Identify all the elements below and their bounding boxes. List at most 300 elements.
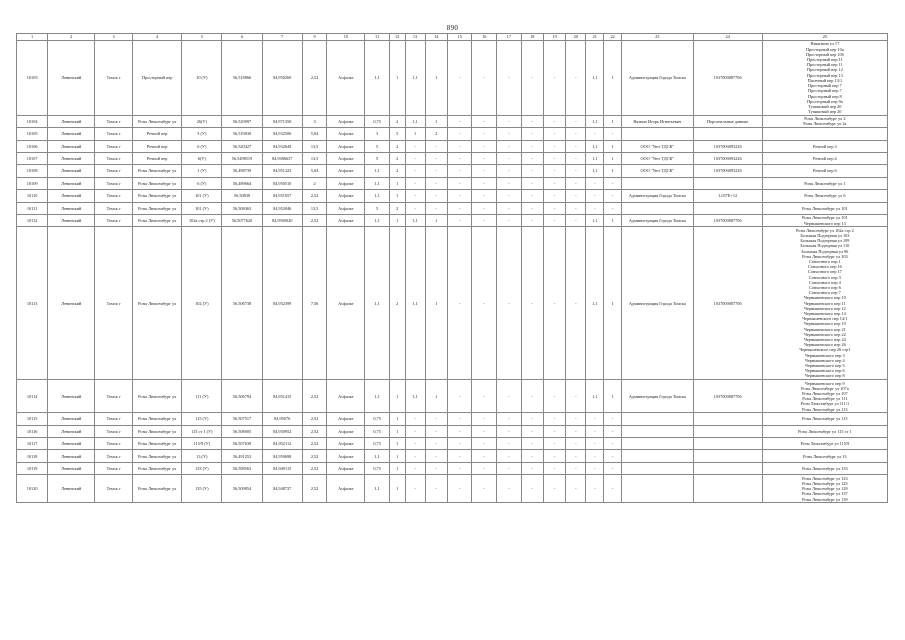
table-cell: - — [543, 41, 565, 116]
address-line: Большая Подгорная ул 96 — [801, 248, 849, 254]
table-cell: 26(У) — [182, 115, 222, 127]
table-cell: - — [604, 413, 622, 425]
table-cell: 56,50838 — [222, 190, 262, 202]
table-cell: 13 (У) — [182, 450, 222, 462]
table-row — [17, 380, 888, 413]
table-cell: 1 — [389, 41, 405, 116]
table-cell: 56,5077620 — [222, 214, 262, 226]
table-cell: - — [521, 462, 543, 474]
table-cell: - — [543, 462, 565, 474]
table-cell: - — [425, 165, 447, 177]
table-cell: 84,948737 — [262, 475, 302, 503]
table-cell: 0,75 — [365, 413, 390, 425]
table-cell: 3 (У) — [182, 128, 222, 140]
table-cell: - — [405, 177, 425, 189]
table-cell: - — [472, 165, 497, 177]
table-cell: 1 — [604, 214, 622, 226]
table-cell — [622, 438, 693, 450]
table-cell: 84,950260 — [262, 41, 302, 116]
table-cell: 0,75 — [365, 115, 390, 127]
table-cell: - — [566, 413, 586, 425]
table-cell: 3 — [302, 115, 327, 127]
table-cell: 6(У) — [182, 152, 222, 164]
table-cell: - — [497, 140, 522, 152]
column-header: 15 — [447, 34, 472, 41]
table-cell: 115 (У) — [182, 413, 222, 425]
table-cell: - — [586, 128, 604, 140]
address-line: Розы Люксембург ул 101 — [802, 205, 848, 211]
table-row — [17, 413, 888, 425]
table-cell: 2,52 — [302, 462, 327, 474]
table-cell: - — [447, 425, 472, 437]
address-line: Розы Люксембург ул 6 — [804, 193, 846, 199]
table-cell: 2 — [302, 177, 327, 189]
address-line: Чернышевского пер 14 — [803, 311, 846, 317]
address-line: Чернышевского пер 3 — [805, 352, 845, 358]
table-cell: 56,5498519 — [222, 152, 262, 164]
column-header: 22 — [604, 34, 622, 41]
table-cell: 1037000093226 — [693, 140, 762, 152]
table-cell: - — [497, 438, 522, 450]
table-cell: 2 — [389, 115, 405, 127]
address-line: Розы Люксембург ул 123 — [802, 475, 848, 481]
column-header: 9 — [302, 34, 327, 41]
column-header: 14 — [425, 34, 447, 41]
table-cell: Администрация Города Томска — [622, 41, 693, 116]
table-cell: Ленинский — [48, 165, 95, 177]
table-cell: 1,1 — [586, 41, 604, 116]
table-row — [17, 152, 888, 164]
table-cell: - — [405, 190, 425, 202]
table-cell: Асфальт — [327, 177, 365, 189]
table-cell: - — [543, 227, 565, 380]
table-cell: 1,1 — [586, 165, 604, 177]
table-cell: 111 (У) — [182, 380, 222, 413]
table-cell: 1 — [389, 214, 405, 226]
table-cell: - — [521, 41, 543, 116]
address-line: Чернышевского пер 8 — [805, 373, 845, 379]
table-cell: - — [586, 413, 604, 425]
table-cell: 1,1 — [586, 214, 604, 226]
table-cell: 101 (У) — [182, 190, 222, 202]
table-cell: 56,529097 — [222, 115, 262, 127]
address-line: Розы Люксембург ул 113 — [802, 406, 848, 412]
table-row — [17, 475, 888, 503]
table-cell: 1,1 — [365, 450, 390, 462]
table-cell: 1 — [389, 450, 405, 462]
table-cell: 10105 — [17, 128, 48, 140]
table-cell: Асфальт — [327, 115, 365, 127]
table-cell: - — [566, 128, 586, 140]
table-cell: - — [405, 425, 425, 437]
address-line: Розы Люксембург ул 1 — [804, 180, 846, 186]
table-cell: 10110 — [17, 190, 48, 202]
table-cell: - — [521, 438, 543, 450]
table-cell: 84,932649 — [262, 140, 302, 152]
table-cell: - — [425, 413, 447, 425]
table-cell: Томск г — [95, 152, 133, 164]
table-row — [17, 438, 888, 450]
address-line: Тупиковый пер 20 — [808, 109, 842, 115]
address-line: Розы Люксембург ул 115 — [802, 416, 848, 422]
table-cell: Томск г — [95, 202, 133, 214]
table-cell: 84,95076 — [262, 413, 302, 425]
table-cell: Асфальт — [327, 165, 365, 177]
column-header: 21 — [586, 34, 604, 41]
table-cell: 1037000087706 — [693, 227, 762, 380]
address-line: Розы Люксембург ул 101 — [802, 215, 848, 221]
table-cell: - — [405, 462, 425, 474]
table-cell: Персональные данные — [693, 115, 762, 127]
table-cell: Томск г — [95, 380, 133, 413]
address-line: Чернышевского пер 26 стр1 — [799, 347, 851, 353]
table-cell: Асфальт — [327, 450, 365, 462]
table-cell: 0,75 — [365, 425, 390, 437]
table-cell: Вяткин Игорь Игнатьевич — [622, 115, 693, 127]
table-cell — [622, 462, 693, 474]
table-cell: Асфальт — [327, 227, 365, 380]
table-cell: 5 — [389, 128, 405, 140]
table-cell: 1 — [604, 41, 622, 116]
table-cell — [693, 177, 762, 189]
table-row — [17, 214, 888, 226]
address-line: Совхозного пер 1 — [808, 258, 841, 264]
table-cell: - — [405, 140, 425, 152]
table-cell: - — [586, 202, 604, 214]
table-cell: - — [604, 450, 622, 462]
table-cell: 1 — [604, 115, 622, 127]
table-cell: Ленинский — [48, 475, 95, 503]
table-cell: 84,932506 — [262, 128, 302, 140]
address-line: Чернышевского пер 11 — [804, 300, 846, 306]
table-cell — [622, 202, 693, 214]
table-cell: Асфальт — [327, 152, 365, 164]
table-cell: 1 — [425, 115, 447, 127]
table-cell: - — [447, 438, 472, 450]
table-cell: Розы Люксембург ул — [133, 475, 182, 503]
table-cell: Томск г — [95, 425, 133, 437]
address-line: Чернышевского пер 19 — [803, 321, 846, 327]
table-cell — [693, 475, 762, 503]
table-cell: Томск г — [95, 128, 133, 140]
table-cell: - — [521, 214, 543, 226]
column-header: 3 — [95, 34, 133, 41]
address-list-cell — [762, 177, 887, 189]
table-cell: Розы Люксембург ул — [133, 227, 182, 380]
table-row — [17, 41, 888, 116]
table-cell: - — [447, 450, 472, 462]
table-cell — [622, 177, 693, 189]
table-cell: - — [425, 462, 447, 474]
table-cell: 56,519030 — [222, 128, 262, 140]
table-cell: 1037000087706 — [693, 214, 762, 226]
table-cell: 102 (У) — [182, 227, 222, 380]
table-cell: 2,52 — [302, 438, 327, 450]
column-header: 7 — [262, 34, 302, 41]
address-line: Речной пер 4 — [813, 156, 837, 162]
table-cell: 84,950698 — [262, 450, 302, 462]
table-cell: - — [497, 380, 522, 413]
address-line: Просторный пер 10б — [805, 51, 844, 57]
table-cell: - — [472, 227, 497, 380]
table-cell: - — [447, 202, 472, 214]
table-cell: 1,1 — [365, 177, 390, 189]
address-list-cell — [762, 450, 887, 462]
address-list-cell — [762, 214, 887, 226]
table-cell: Томск г — [95, 438, 133, 450]
table-cell: Асфальт — [327, 425, 365, 437]
table-cell: - — [566, 152, 586, 164]
table-cell: - — [586, 190, 604, 202]
table-cell: 10113 — [17, 227, 48, 380]
column-header: 18 — [521, 34, 543, 41]
table-cell: - — [566, 425, 586, 437]
address-line: Просторный пер 13 — [806, 72, 843, 78]
table-cell: 5,04 — [302, 128, 327, 140]
page-number: 890 — [446, 24, 459, 32]
table-cell: - — [521, 177, 543, 189]
table-cell: 1,1 — [365, 380, 390, 413]
table-cell: Асфальт — [327, 380, 365, 413]
table-cell — [622, 450, 693, 462]
address-list-cell — [762, 380, 887, 413]
table-cell: - — [497, 450, 522, 462]
table-cell: 5 — [365, 152, 390, 164]
table-cell: - — [405, 202, 425, 214]
address-list-cell — [762, 140, 887, 152]
table-row — [17, 450, 888, 462]
table-cell: Администрация Города Томска — [622, 214, 693, 226]
table-cell: 10104 — [17, 115, 48, 127]
table-cell: Асфальт — [327, 413, 365, 425]
table-cell: 1 — [389, 425, 405, 437]
address-line: Чернышевского пер 26 — [803, 342, 846, 348]
table-cell: 1,1 — [405, 227, 425, 380]
address-line: Розы Люксембург ул 107 — [802, 391, 848, 396]
table-cell: - — [425, 450, 447, 462]
table-cell: 56,506738 — [222, 227, 262, 380]
table-cell: - — [566, 115, 586, 127]
table-row — [17, 202, 888, 214]
table-cell: Розы Люксембург ул — [133, 380, 182, 413]
table-cell: 115/9 (У) — [182, 438, 222, 450]
table-cell: 5,04 — [302, 165, 327, 177]
registry-table — [16, 33, 888, 503]
table-cell: 1,1 — [405, 41, 425, 116]
column-header: 2 — [48, 34, 95, 41]
column-header: 13 — [405, 34, 425, 41]
column-header: 11 — [365, 34, 390, 41]
table-cell: - — [497, 190, 522, 202]
table-cell: - — [497, 202, 522, 214]
address-line: Розы Люксембург ул 103 — [802, 253, 848, 259]
table-cell: Ленинский — [48, 214, 95, 226]
table-cell: Ленинский — [48, 177, 95, 189]
address-line: Совхозного пер 6 — [808, 285, 841, 290]
column-header: 4 — [133, 34, 182, 41]
column-header: 10 — [327, 34, 365, 41]
table-cell: 1 — [425, 214, 447, 226]
address-list-cell — [762, 227, 887, 380]
address-line: Просторный пер 11 — [807, 62, 843, 68]
address-line: Розы Люксембург ул 111/1 — [800, 401, 850, 407]
table-cell: 1,1 — [586, 152, 604, 164]
table-cell: Розы Люксембург ул — [133, 190, 182, 202]
table-cell: - — [566, 140, 586, 152]
table-cell: 10109 — [17, 177, 48, 189]
table-cell: 1,1 — [405, 115, 425, 127]
address-line: Большая Подгорная ул 109 — [800, 238, 850, 244]
table-cell: 84,952399 — [262, 227, 302, 380]
address-line: Чернышевского пер 9 — [805, 380, 845, 386]
table-cell: Ленинский — [48, 202, 95, 214]
table-cell: - — [586, 177, 604, 189]
address-line: Просторный пер 9а — [807, 98, 843, 104]
address-line: Никитина ул 17 — [810, 41, 840, 47]
table-cell: 1,1 — [586, 380, 604, 413]
table-cell: - — [543, 165, 565, 177]
table-cell: - — [497, 41, 522, 116]
table-cell: - — [566, 202, 586, 214]
address-line: Розы Люксембург ул 111 — [802, 396, 848, 402]
table-cell: - — [472, 140, 497, 152]
table-cell: - — [521, 227, 543, 380]
table-cell: 1 — [389, 177, 405, 189]
table-cell: Ленинский — [48, 438, 95, 450]
table-cell: - — [425, 475, 447, 503]
table-cell: 2,52 — [302, 41, 327, 116]
table-cell: Розы Люксембург ул — [133, 450, 182, 462]
column-header: 25 — [762, 34, 887, 41]
table-cell: - — [405, 475, 425, 503]
table-cell: 1,1 — [405, 380, 425, 413]
column-header: 6 — [222, 34, 262, 41]
table-cell: 13,5 — [302, 202, 327, 214]
table-cell: 56,520427 — [222, 140, 262, 152]
table-cell: - — [604, 128, 622, 140]
address-line: Совхозного пер 4 — [808, 279, 841, 285]
table-cell: 84,971350 — [262, 115, 302, 127]
column-header: 23 — [622, 34, 693, 41]
table-cell: - — [543, 190, 565, 202]
table-cell: - — [447, 128, 472, 140]
table-cell: 2 — [389, 227, 405, 380]
table-cell: 1 — [425, 227, 447, 380]
table-cell: 6 (У) — [182, 140, 222, 152]
table-cell: Ленинский — [48, 462, 95, 474]
table-cell: - — [566, 438, 586, 450]
table-cell: 1 — [604, 380, 622, 413]
table-cell: 56,518866 — [222, 41, 262, 116]
table-cell: 2,52 — [302, 450, 327, 462]
table-cell: Томск г — [95, 165, 133, 177]
address-list-cell — [762, 190, 887, 202]
table-cell — [693, 462, 762, 474]
table-cell: 56,491252 — [222, 450, 262, 462]
table-cell: - — [521, 425, 543, 437]
table-cell: 2,52 — [302, 190, 327, 202]
address-line: Чернышевского пер 22 — [803, 331, 846, 337]
table-cell: - — [472, 190, 497, 202]
address-line: Просторный пер 7 — [808, 88, 842, 94]
table-cell: 2,52 — [302, 413, 327, 425]
table-cell: 10115 — [17, 413, 48, 425]
table-row — [17, 165, 888, 177]
address-line: Просторный пер 12 — [806, 67, 843, 73]
table-cell: 56,508005 — [222, 425, 262, 437]
table-cell: - — [521, 152, 543, 164]
table-cell: 1037000093226 — [693, 165, 762, 177]
address-line: Чернышевского пер 4 — [805, 357, 845, 363]
address-line: Чернышевского пер 12 — [803, 305, 846, 311]
table-cell: - — [586, 438, 604, 450]
table-cell: ООО "Уют ТДСК" — [622, 140, 693, 152]
column-header: 12 — [389, 34, 405, 41]
table-cell: 10114 — [17, 380, 48, 413]
table-cell: 84,950510 — [262, 177, 302, 189]
table-cell: 84,951057 — [262, 190, 302, 202]
table-cell: Администрация Города Томска — [622, 227, 693, 380]
table-cell: 13,5 — [302, 152, 327, 164]
table-cell: 1037000087706 — [693, 41, 762, 116]
table-cell: 13,5 — [302, 140, 327, 152]
table-row — [17, 462, 888, 474]
table-cell: 1,1 — [405, 214, 425, 226]
table-cell: 1,1 — [365, 475, 390, 503]
table-cell: - — [497, 425, 522, 437]
address-line: Просторный пер 11 — [807, 57, 843, 63]
table-cell: 2 — [425, 128, 447, 140]
table-cell: 1 — [389, 413, 405, 425]
table-cell: 1 — [389, 462, 405, 474]
table-cell: 1,1 — [365, 190, 390, 202]
table-cell: - — [447, 140, 472, 152]
table-cell: 3 — [365, 128, 390, 140]
table-cell: 1,037E+12 — [693, 190, 762, 202]
address-line: Речной пер 6 — [813, 168, 837, 174]
address-line: Совхозного пер 16 — [807, 264, 842, 270]
table-cell: 133 (У) — [182, 462, 222, 474]
table-cell: Томск г — [95, 140, 133, 152]
table-cell: 1 — [604, 165, 622, 177]
table-cell: - — [586, 450, 604, 462]
table-cell: Асфальт — [327, 41, 365, 116]
table-cell: - — [472, 41, 497, 116]
table-cell: - — [472, 202, 497, 214]
table-cell: Томск г — [95, 475, 133, 503]
table-cell: 2,52 — [302, 214, 327, 226]
table-cell: - — [566, 165, 586, 177]
table-cell: - — [586, 475, 604, 503]
table-cell: Ленинский — [48, 115, 95, 127]
table-cell: Розы Люксембург ул — [133, 438, 182, 450]
table-row — [17, 177, 888, 189]
column-header: 1 — [17, 34, 48, 41]
address-line: Чернышевского пер 10 — [803, 295, 846, 301]
table-cell: - — [425, 438, 447, 450]
table-cell: Асфальт — [327, 438, 365, 450]
table-cell: - — [497, 128, 522, 140]
table-cell: - — [472, 425, 497, 437]
table-cell: - — [543, 140, 565, 152]
address-list-cell — [762, 115, 887, 127]
table-cell: 1037000087706 — [693, 380, 762, 413]
address-line: Тупиковый пер 20 — [808, 103, 842, 109]
table-cell: - — [497, 462, 522, 474]
table-cell: 84,9560020 — [262, 214, 302, 226]
table-cell: 1,1 — [365, 227, 390, 380]
table-cell: Ленинский — [48, 190, 95, 202]
